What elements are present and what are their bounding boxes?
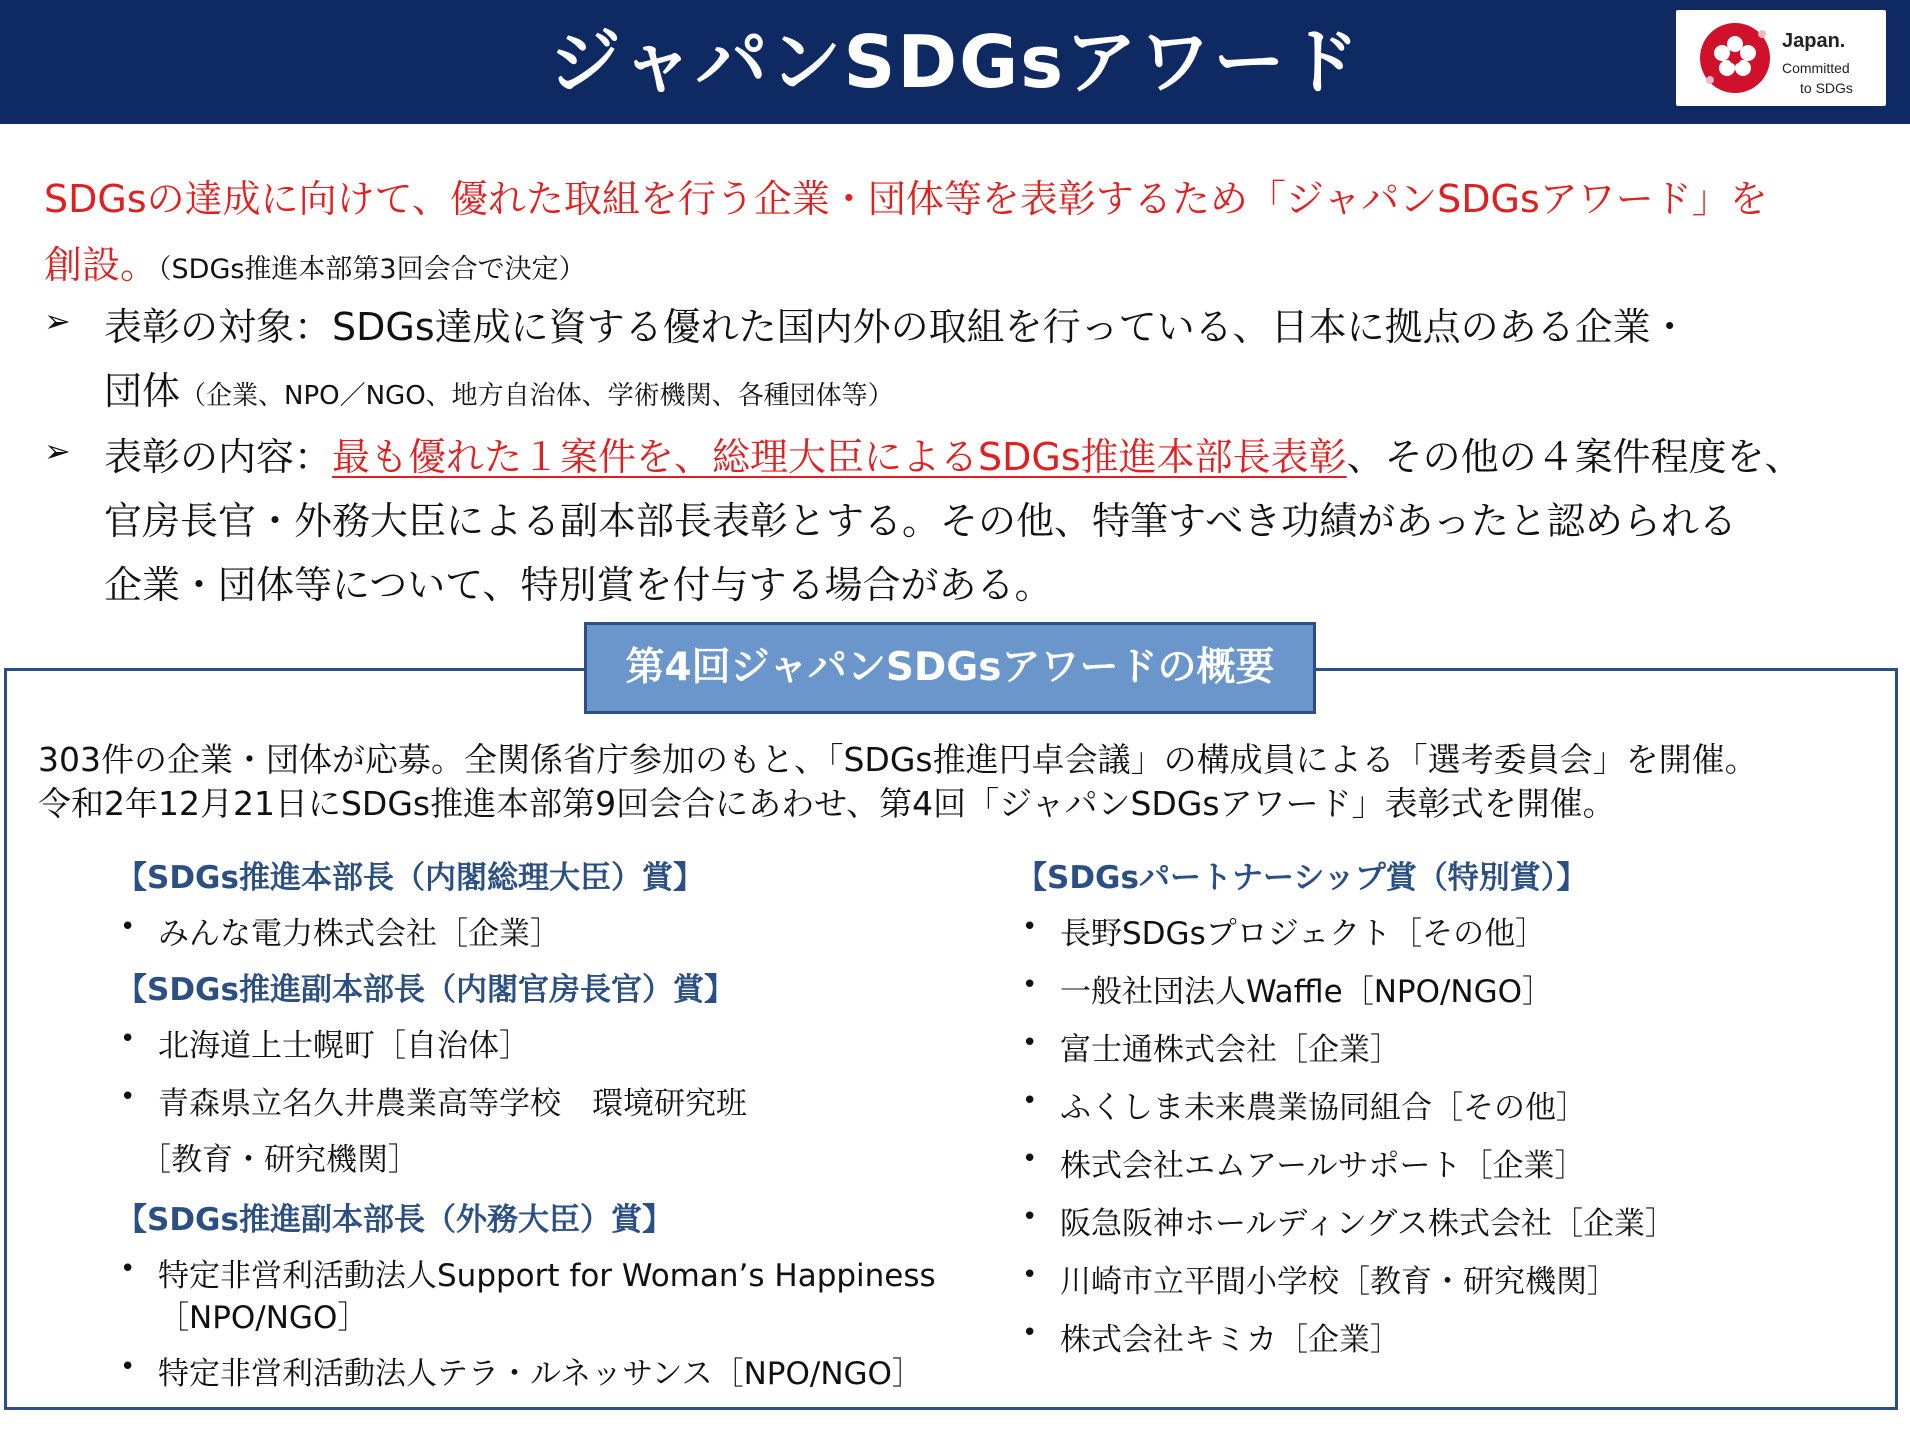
- award-item: 北海道上士幌町［自治体］: [158, 1028, 530, 1064]
- partnership-item: ふくしま未来農業協同組合［その他］: [1060, 1090, 1587, 1126]
- partnership-item: 長野SDGsプロジェクト［その他］: [1060, 916, 1547, 952]
- partnership-item: 一般社団法人Waffle［NPO/NGO］: [1060, 974, 1554, 1010]
- logo-text-japan: Japan.: [1782, 30, 1846, 52]
- partnership-item: 株式会社キミカ［企業］: [1060, 1322, 1401, 1358]
- bullet-icon: •: [1022, 1028, 1038, 1058]
- award-chief-cabinet-title: 【SDGs推進副本部長（内閣官房長官）賞】: [116, 972, 735, 1008]
- summary-text-2: 令和2年12月21日にSDGs推進本部第9回会合にあわせ、第4回「ジャパンSDGsアワード」表彰式を開催。: [38, 784, 1616, 823]
- bullet-icon: •: [1022, 970, 1038, 1000]
- content-line-3: 企業・団体等について、特別賞を付与する場合がある。: [104, 563, 1053, 607]
- bullet-icon: •: [120, 1254, 136, 1284]
- bullet-icon: •: [1022, 1318, 1038, 1348]
- intro-line-2: [44, 234, 586, 289]
- partnership-item: 川崎市立平間小学校［教育・研究機関］: [1060, 1264, 1618, 1300]
- bullet-icon: •: [1022, 912, 1038, 942]
- content-highlight: 最も優れた１案件を、総理大臣によるSDGs推進本部長表彰: [332, 435, 1347, 479]
- content-line-1: [104, 426, 1803, 481]
- award-item: 青森県立名久井農業高等学校 環境研究班: [158, 1086, 747, 1122]
- bullet-icon: •: [120, 1082, 136, 1112]
- cherry-blossom-icon: [1690, 20, 1780, 96]
- summary-text-1: 303件の企業・団体が応募。全関係省庁参加のもと、「SDGs推進円卓会議」の構成員による「選考委員会」を開催。: [38, 740, 1758, 779]
- target-line-2: [104, 360, 894, 415]
- page-title: ジャパンSDGsアワード: [548, 20, 1362, 104]
- award-foreign-minister-title: 【SDGs推進副本部長（外務大臣）賞】: [116, 1202, 673, 1238]
- logo-text-to-sdgs: to SDGs: [1800, 80, 1853, 96]
- arrow-bullet-icon: ➢: [44, 432, 71, 470]
- content-suffix: 、その他の４案件程度を、: [1346, 435, 1803, 479]
- award-item: 特定非営利活動法人テラ・ルネッサンス［NPO/NGO］: [158, 1356, 923, 1392]
- bullet-icon: •: [1022, 1202, 1038, 1232]
- summary-label: 第4回ジャパンSDGsアワードの概要: [584, 622, 1316, 714]
- award-item: 特定非営利活動法人Support for Woman’s Happiness: [158, 1258, 936, 1294]
- target-note: （企業、NPO／NGO、地方自治体、学術機関、各種団体等）: [180, 381, 894, 411]
- japan-sdgs-logo: [1676, 10, 1886, 106]
- intro-note: （SDGs推進本部第3回会合で決定）: [158, 254, 586, 285]
- award-partnership-title: 【SDGsパートナーシップ賞（特別賞）】: [1016, 860, 1588, 896]
- bullet-icon: •: [1022, 1086, 1038, 1116]
- partnership-item: 株式会社エムアールサポート［企業］: [1060, 1148, 1586, 1184]
- content-prefix: 表彰の内容：: [104, 435, 333, 479]
- bullet-icon: •: [120, 912, 136, 942]
- header-bar: [0, 0, 1910, 124]
- bullet-icon: •: [120, 1024, 136, 1054]
- logo-text-committed: Committed: [1782, 60, 1850, 76]
- arrow-bullet-icon: ➢: [44, 302, 71, 340]
- award-item-continued: ［教育・研究機関］: [140, 1142, 419, 1178]
- content-line-2: 官房長官・外務大臣による副本部長表彰とする。その他、特筆すべき功績があったと認められる: [104, 499, 1737, 543]
- award-item-continued: ［NPO/NGO］: [158, 1300, 369, 1336]
- partnership-item: 富士通株式会社［企業］: [1060, 1032, 1401, 1068]
- target-line-1: 表彰の対象：SDGs達成に資する優れた国内外の取組を行っている、日本に拠点のある企業・: [104, 305, 1689, 349]
- intro-line-1: SDGsの達成に向けて、優れた取組を行う企業・団体等を表彰するため「ジャパンSDGsアワード」を: [44, 177, 1768, 221]
- bullet-icon: •: [1022, 1144, 1038, 1174]
- award-item: みんな電力株式会社［企業］: [158, 916, 561, 952]
- bullet-icon: •: [1022, 1260, 1038, 1290]
- partnership-item: 阪急阪神ホールディングス株式会社［企業］: [1060, 1206, 1676, 1242]
- intro-creation: 創設。: [44, 243, 159, 287]
- bullet-icon: •: [120, 1352, 136, 1382]
- award-prime-minister-title: 【SDGs推進本部長（内閣総理大臣）賞】: [116, 860, 704, 896]
- target-org: 団体: [104, 369, 181, 413]
